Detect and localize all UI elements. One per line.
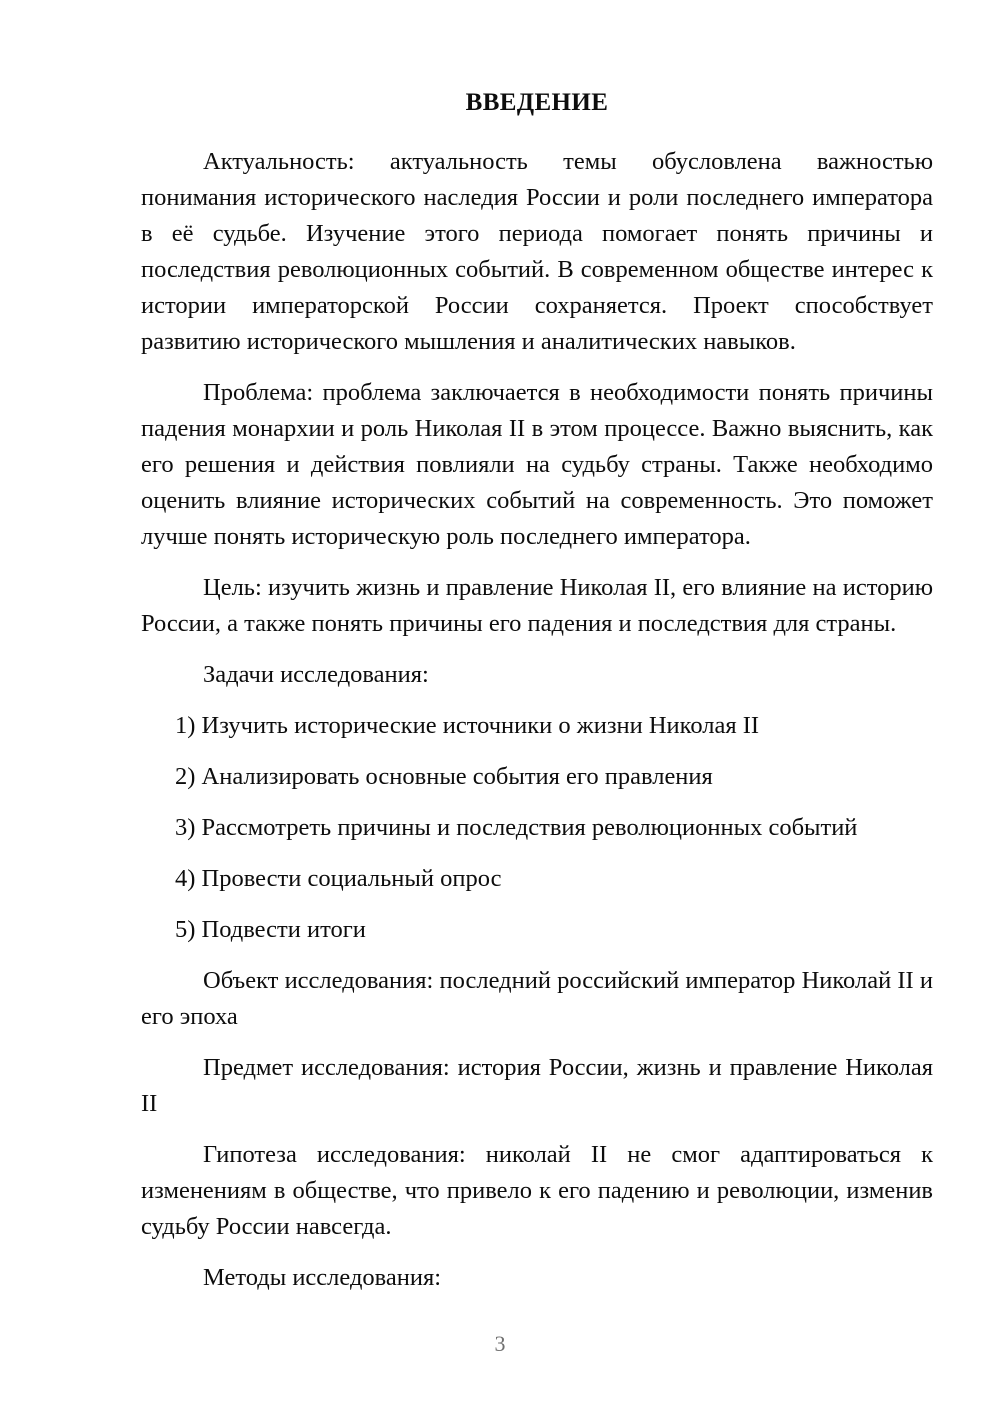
paragraph-hypothesis: Гипотеза исследования: николай II не смог адаптироваться к изменениям в обществе, что привело к его падению и революции, изменив судьбу России навсегда. [141, 1141, 933, 1240]
paragraph-goal: Цель: изучить жизнь и правление Николая II, его влияние на историю России, а также понять причины его падения и последствия для страны. [141, 574, 933, 637]
list-item: 2) Анализировать основные события его правления [175, 763, 713, 790]
tasks-label: Задачи исследования: [203, 661, 429, 688]
list-item: 1) Изучить исторические источники о жизни Николая II [175, 712, 760, 739]
list-item: 3) Рассмотреть причины и последствия революционных событий [175, 814, 858, 841]
page-content [141, 88, 933, 1311]
methods-label: Методы исследования: [203, 1264, 442, 1291]
tasks-list [141, 708, 933, 948]
list-item: 4) Провести социальный опрос [175, 865, 502, 892]
paragraph-subject: Предмет исследования: история России, жизнь и правление Николая II [141, 1054, 933, 1117]
page-number: 3 [494, 1331, 506, 1356]
paragraph-relevance: Актуальность: актуальность темы обусловлена важностью понимания исторического наследия России и роли последнего императора в её судьбе. Изучение этого периода помогает понять причины и последствия революционных событий. В современном обществе интерес к истории императорской России сохраняется. Проект способствует развитию исторического мышления и аналитических навыков. [141, 148, 933, 355]
paragraph-problem: Проблема: проблема заключается в необходимости понять причины падения монархии и роль Николая II в этом процессе. Важно выяснить, как его решения и действия повлияли на судьбу страны. Также необходимо оценить влияние исторических событий на современность. Это поможет лучше понять историческую роль последнего императора. [141, 379, 933, 550]
list-item: 5) Подвести итоги [175, 916, 366, 943]
page-title: ВВЕДЕНИЕ [465, 89, 609, 116]
paragraph-object: Объект исследования: последний российский император Николай II и его эпоха [141, 967, 933, 1030]
